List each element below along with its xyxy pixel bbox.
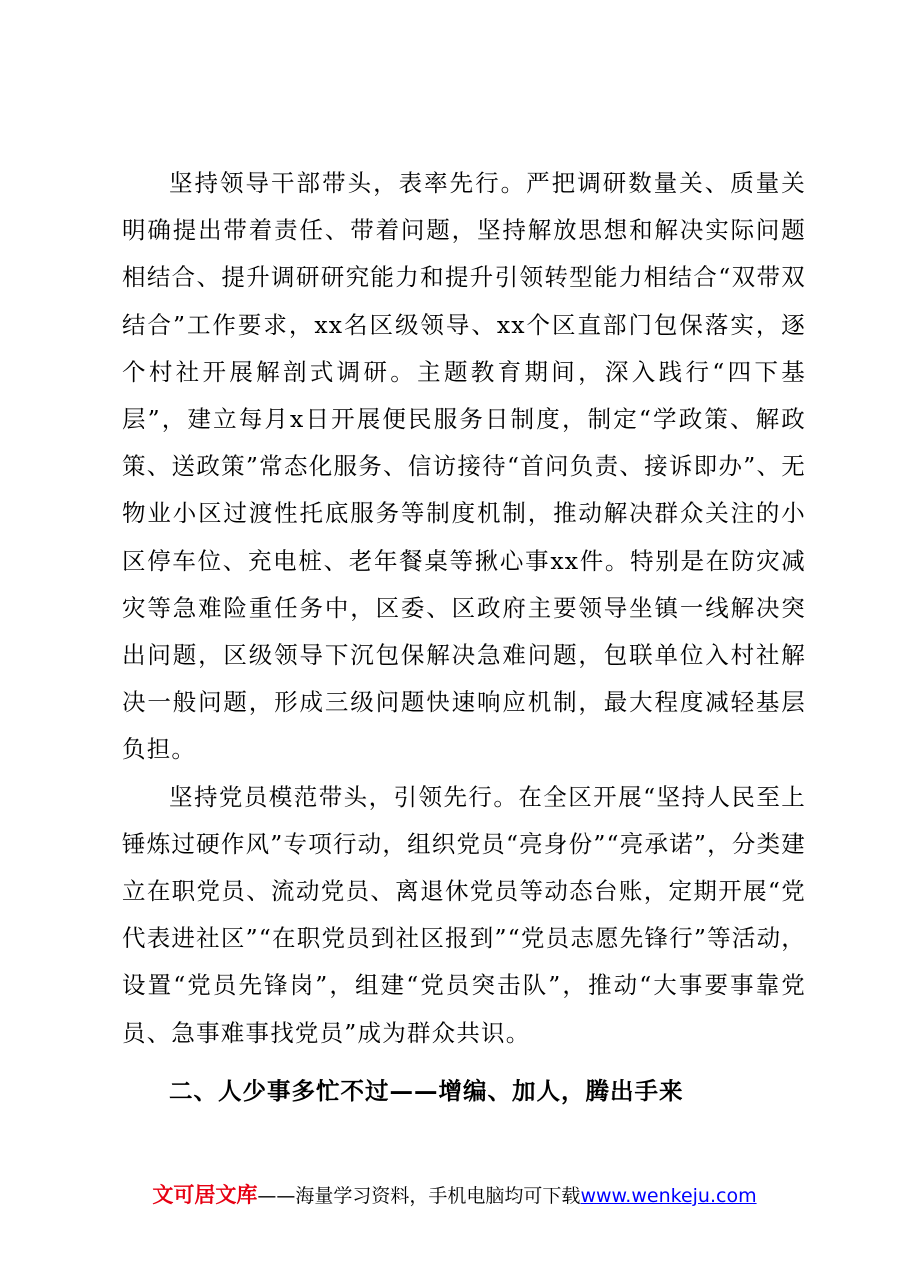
footer-brand: 文可居文库 (152, 1183, 258, 1207)
footer-banner (0, 1180, 909, 1211)
paragraph-party-members: 坚持党员模范带头，引领先行。在全区开展“坚持人民至上锤炼过硬作风”专项行动，组织党员“亮身份”“亮承诺”，分类建立在职党员、流动党员、离退休党员等动态台账，定期开展“党代表进社区”“在职党员到社区报到”“党员志愿先锋行”等活动，设置“党员先锋岗”，组建“党员突击队”，推动“大事要事靠党员、急事难事找党员”成为群众共识。 (122, 782, 806, 1047)
document-body (122, 160, 806, 1057)
paragraph-leadership: 坚持领导干部带头，表率先行。严把调研数量关、质量关明确提出带着责任、带着问题，坚持解放思想和解决实际问题相结合、提升调研研究能力和提升引领转型能力相结合“双带双结合”工作要求，xx名区级领导、xx个区直部门包保落实，逐个村社开展解剖式调研。主题教育期间，深入践行“四下基层”，建立每月x日开展便民服务日制度，制定“学政策、解政策、送政策”常态化服务、信访接待“首问负责、接诉即办”、无物业小区过渡性托底服务等制度机制，推动解决群众关注的小区停车位、充电桩、老年餐桌等揪心事xx件。特别是在防灾减灾等急难险重任务中，区委、区政府主要领导坐镇一线解决突出问题，区级领导下沉包保解决急难问题，包联单位入村社解决一般问题，形成三级问题快速响应机制，最大程度减轻基层负担。 (122, 169, 806, 764)
section-heading: 二、人少事多忙不过——增编、加人，腾出手来 (169, 1077, 684, 1105)
footer-tagline: ——海量学习资料，手机电脑均可下载 (257, 1185, 581, 1207)
footer-website-link[interactable]: www.wenkeju.com (580, 1185, 757, 1207)
